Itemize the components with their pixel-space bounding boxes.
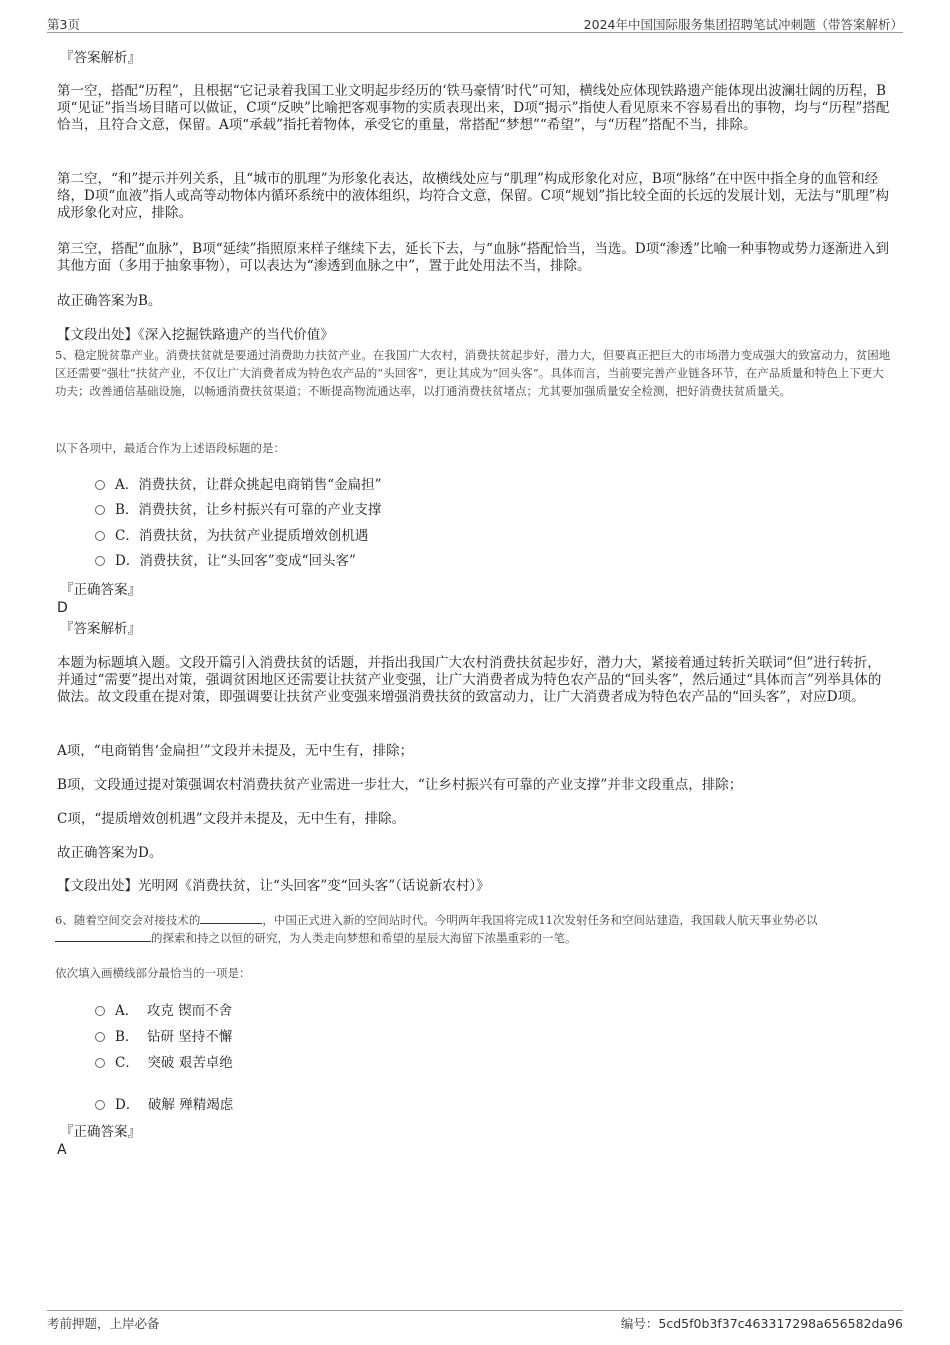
document-id: 编号：5cd5f0b3f37c463317298a656582da96	[620, 1316, 903, 1331]
option-key: A．	[115, 477, 139, 493]
q5-option-d[interactable]	[95, 553, 356, 570]
option-key: A．	[115, 1003, 139, 1019]
q6-stem-part3: 的探索和持之以恒的研究，为人类走向梦想和希望的星辰大海留下浓墨重彩的一笔。	[151, 931, 577, 945]
document-title: 2024年中国国际服务集团招聘笔试冲刺题（带答案解析）	[583, 17, 903, 32]
q4-analysis-para2: 第二空，“和”提示并列关系，且“城市的肌理”为形象化表达，故横线处应与“肌理”构成形象化对应，B项“脉络”在中医中指全身的血管和经络，D项“血液”指人或高等动物体内循环系统中的液体组织，均符合文意，保留。C项“规划”指比较全面的长远的发展计划，无法与“肌理”构成形象化对应，排除。	[57, 171, 890, 221]
radio-icon[interactable]	[95, 1032, 105, 1042]
q6-stem	[55, 911, 895, 947]
page-header	[47, 15, 903, 33]
option-key: B．	[115, 1029, 139, 1045]
q5-conclusion: 故正确答案为D。	[57, 845, 163, 861]
radio-icon[interactable]	[95, 531, 105, 541]
option-text: 消费扶贫，让群众挑起电商销售“金扁担”	[138, 477, 382, 493]
radio-icon[interactable]	[95, 1058, 105, 1068]
option-text: 消费扶贫，为扶贫产业提质增效创机遇	[138, 528, 369, 544]
q5-prompt: 以下各项中，最适合作为上述语段标题的是：	[55, 441, 285, 455]
option-text: 消费扶贫，让乡村振兴有可靠的产业支撑	[138, 502, 382, 518]
q6-option-b[interactable]	[95, 1029, 232, 1046]
q4-analysis-para1: 第一空，搭配“历程”，且根据“它记录着我国工业文明起步经历的‘铁马豪情’时代”可知，横线处应体现铁路遗产能体现出波澜壮阔的历程，B项“见证”指当场目睹可以做证，C项“反映”比喻把客观事物的实质表现出来，D项“揭示”指使人看见原来不容易看出的事物，均与“历程”搭配恰当，且符合文意，保留。A项“承载”指托着物体，承受它的重量，常搭配“梦想”“希望”，与“历程”搭配不当，排除。	[57, 83, 890, 133]
q6-option-d[interactable]	[95, 1097, 233, 1114]
q5-correct-answer: D	[57, 600, 68, 616]
option-key: C．	[115, 1055, 139, 1071]
footer-slogan: 考前押题，上岸必备	[47, 1316, 160, 1331]
q5-analysis-para4: C项，“提质增效创机遇”文段并未提及，无中生有，排除。	[57, 811, 406, 827]
q6-stem-part1: 6、随着空间交会对接技术的	[55, 913, 201, 927]
q5-analysis-label: 『答案解析』	[60, 621, 141, 637]
option-text: 钻研 坚持不懈	[147, 1029, 233, 1045]
q5-correct-label: 『正确答案』	[60, 582, 141, 598]
q4-source: 【文段出处】《深入挖掘铁路遗产的当代价值》	[57, 327, 334, 343]
option-text: 破解 殚精竭虑	[147, 1097, 234, 1113]
q4-analysis-para3: 第三空，搭配“血脉”，B项“延续”指照原来样子继续下去，延长下去，与“血脉”搭配恰当，当选。D项“渗透”比喻一种事物或势力逐渐进入到其他方面（多用于抽象事物），可以表达为“渗透到血脉之中”，置于此处用法不当，排除。	[57, 241, 889, 274]
option-key: C．	[115, 528, 139, 544]
q5-analysis-para1: 本题为标题填入题。文段开篇引入消费扶贫的话题，并指出我国广大农村消费扶贫起步好，潜力大，紧接着通过转折关联词“但”进行转折，并通过“需要”提出对策，强调贫困地区还需要让扶贫产业变强，让广大消费者成为特色农产品的“回头客”，然后通过“具体而言”列举具体的做法。故文段重在提对策，即强调要让扶贫产业变强来增强消费扶贫的致富动力，让广大消费者成为特色农产品的“回头客”，对应D项。	[57, 655, 882, 705]
q4-conclusion: 故正确答案为B。	[57, 293, 162, 309]
q5-stem: 5、稳定脱贫靠产业。消费扶贫就是要通过消费助力扶贫产业。在我国广大农村，消费扶贫起步好，潜力大，但要真正把巨大的市场潜力变成强大的致富动力，贫困地区还需要“强壮”扶贫产业，不仅让广大消费者成为特色农产品的“头回客”，更让其成为“回头客”。具体而言，当前要完善产业链各环节，在产品质量和特色上下更大功夫；改善通信基础设施，以畅通消费扶贫渠道；不断提高物流通达率，以打通消费扶贫堵点；尤其要加强质量安全检测，把好消费扶贫质量关。	[55, 348, 891, 398]
q5-option-c[interactable]	[95, 528, 368, 545]
page-footer	[47, 1310, 903, 1331]
q6-blank-2	[55, 929, 151, 942]
q6-blank-1	[200, 911, 262, 924]
q6-correct-answer: A	[57, 1142, 67, 1158]
option-text: 突破 艰苦卓绝	[147, 1055, 233, 1071]
radio-icon[interactable]	[95, 1006, 105, 1016]
option-key: B．	[115, 502, 139, 518]
radio-icon[interactable]	[95, 480, 105, 490]
radio-icon[interactable]	[95, 556, 105, 566]
q5-analysis-para2: A项，“电商销售‘金扁担’”文段并未提及，无中生有，排除；	[57, 743, 414, 759]
option-text: 消费扶贫，让“头回客”变成“回头客”	[139, 553, 356, 569]
option-key: D．	[115, 553, 140, 569]
q5-source: 【文段出处】光明网《消费扶贫，让“头回客”变“回头客”（话说新农村）》	[57, 878, 490, 894]
page-number: 第3页	[47, 17, 80, 32]
q6-stem-part2: ，中国正式进入新的空间站时代。今明两年我国将完成11次发射任务和空间站建造，我国载人航天事业势必以	[262, 913, 818, 927]
q5-analysis-para3: B项，文段通过提对策强调农村消费扶贫产业需进一步壮大，“让乡村振兴有可靠的产业支撑”并非文段重点，排除；	[57, 777, 743, 793]
q5-option-a[interactable]	[95, 477, 382, 494]
q4-analysis-label: 『答案解析』	[60, 50, 141, 66]
radio-icon[interactable]	[95, 1100, 105, 1110]
q6-option-c[interactable]	[95, 1055, 233, 1072]
radio-icon[interactable]	[95, 505, 105, 515]
q6-prompt: 依次填入画横线部分最恰当的一项是：	[55, 966, 251, 980]
option-text: 攻克 锲而不舍	[146, 1003, 233, 1019]
option-key: D．	[115, 1097, 140, 1113]
q6-correct-label: 『正确答案』	[60, 1124, 141, 1140]
q6-option-a[interactable]	[95, 1003, 232, 1020]
q5-option-b[interactable]	[95, 502, 381, 519]
